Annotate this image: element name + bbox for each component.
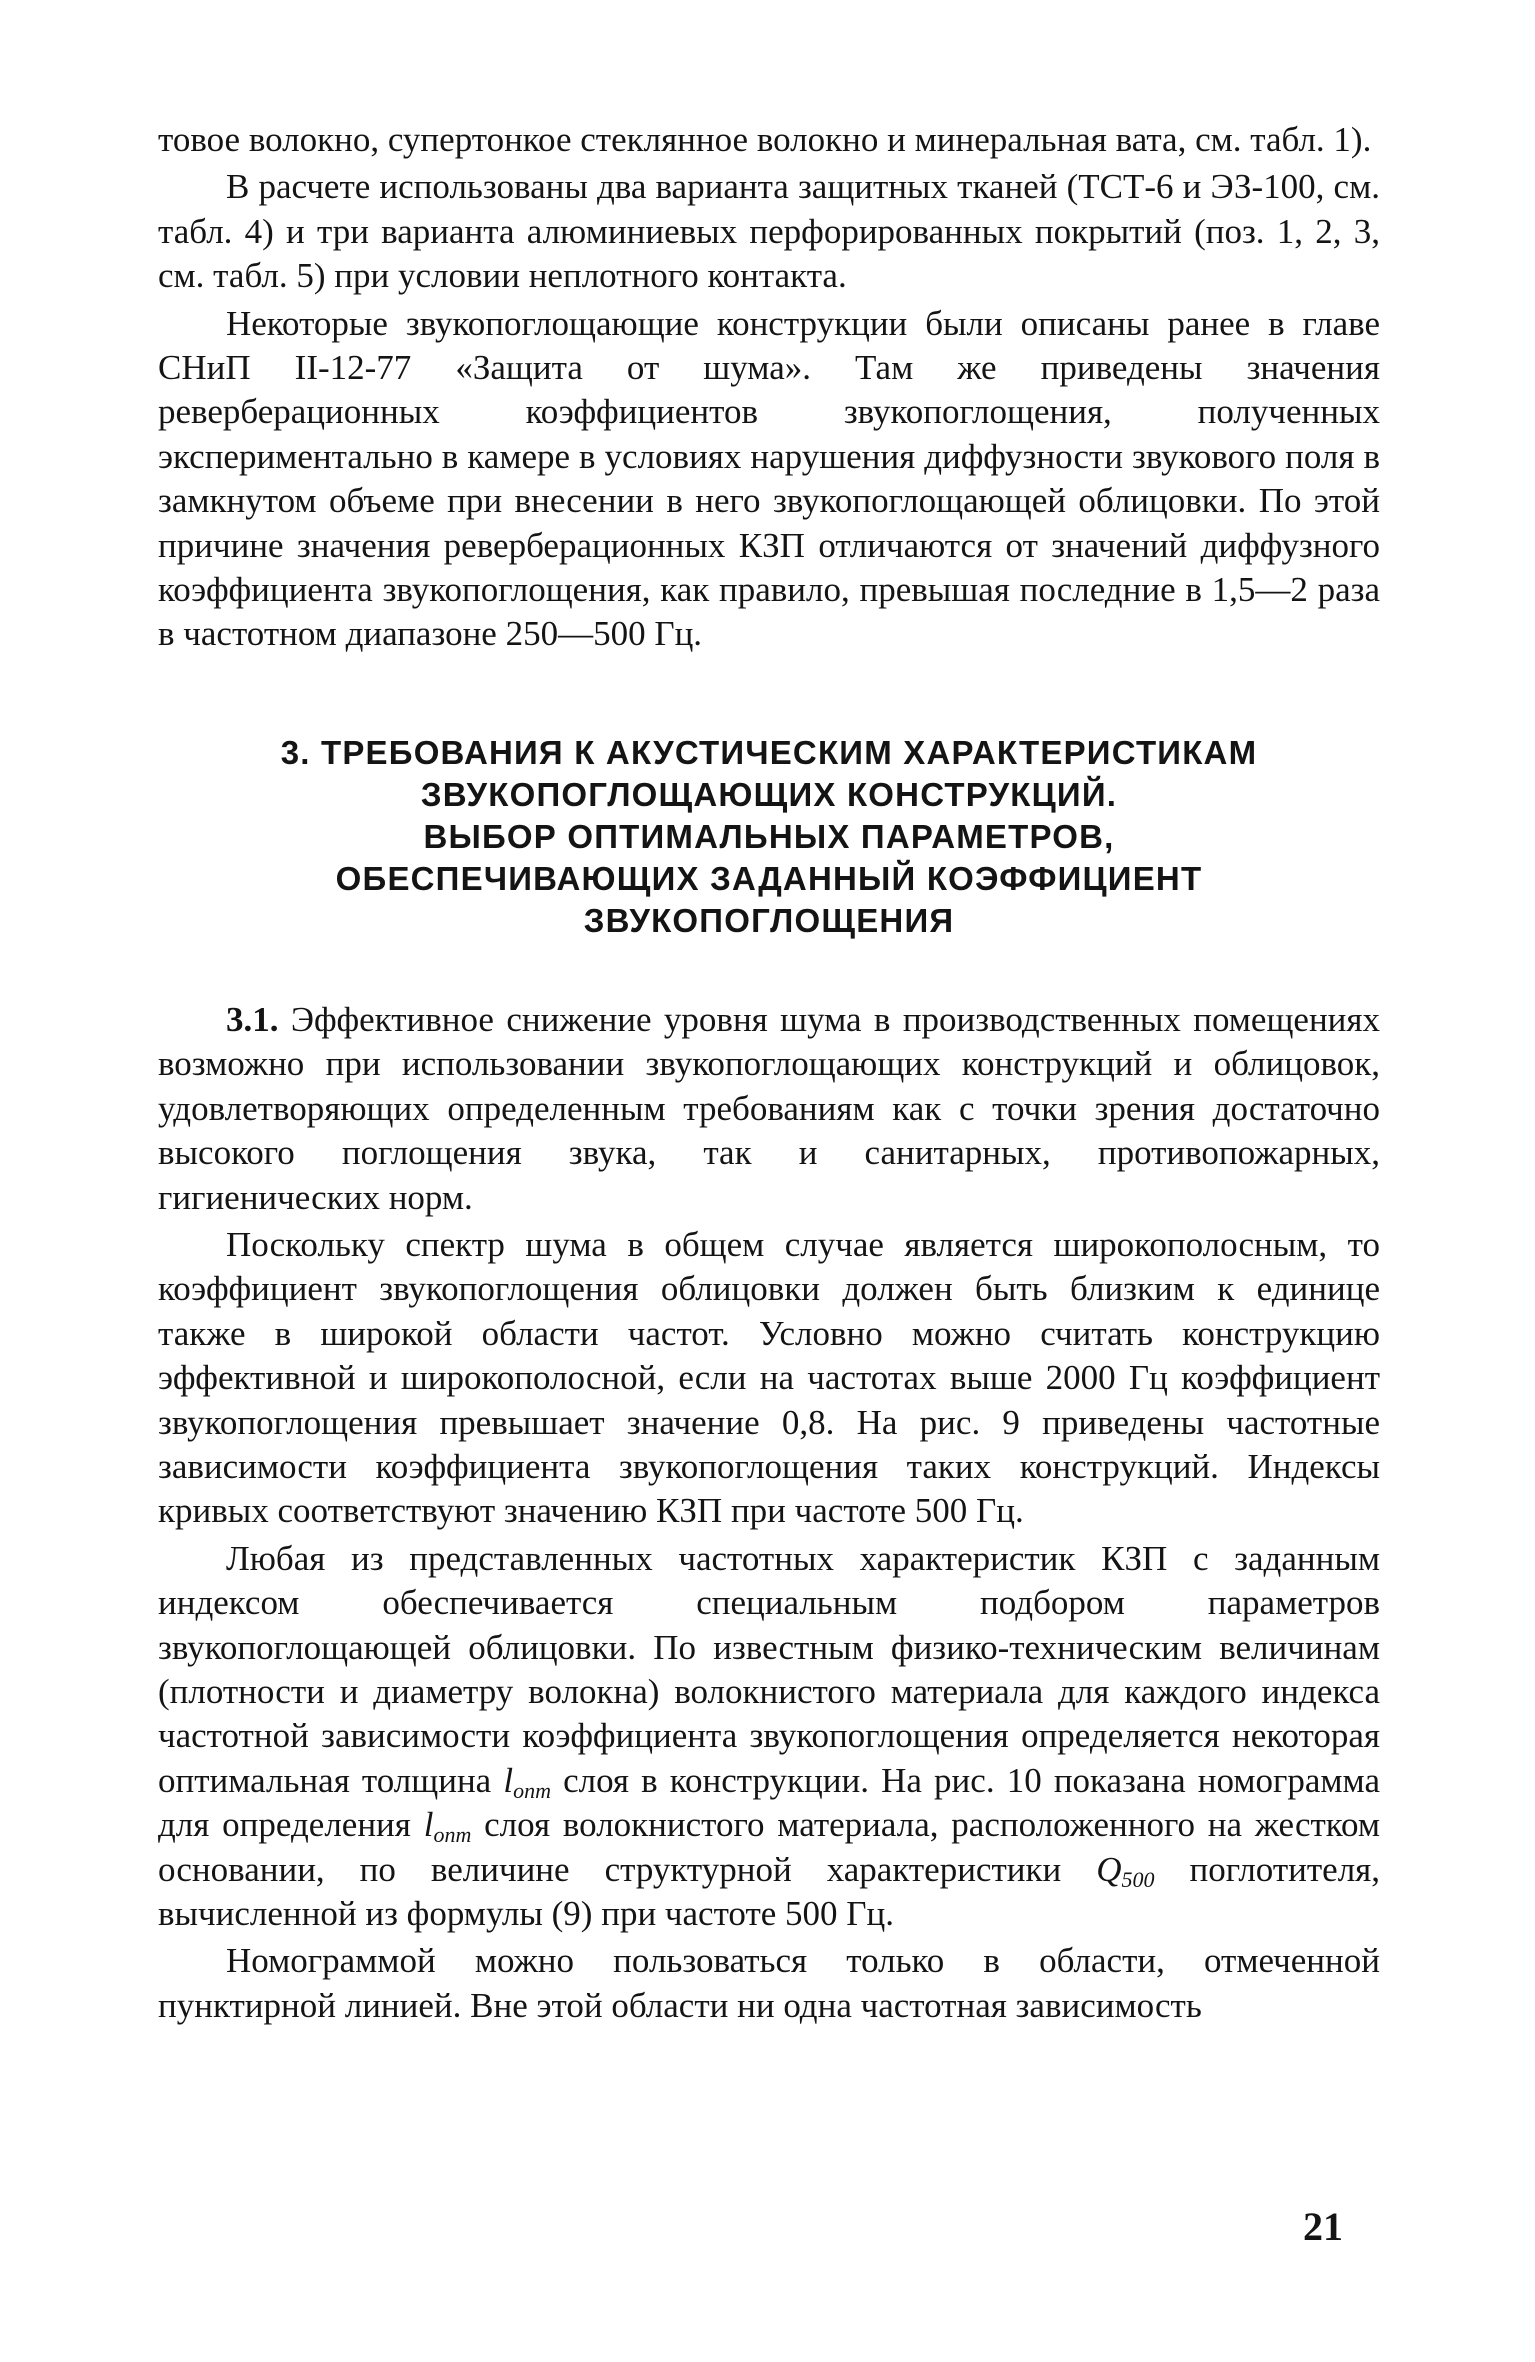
section-heading-line: ЗВУКОПОГЛОЩЕНИЯ — [583, 901, 955, 939]
paragraph-optimal-thickness — [158, 1537, 1380, 1937]
symbol-q-500 — [1096, 1849, 1155, 1892]
section-heading-line: ЗВУКОПОГЛОЩАЮЩИХ КОНСТРУКЦИЙ. — [420, 775, 1118, 813]
paragraph-number: 3.1. — [226, 999, 279, 1039]
symbol-subscript: 500 — [1121, 1866, 1155, 1892]
paragraph-snip-reference: Некоторые звукопоглощающие конструкции были описаны ранее в главе СНиП II-12-77 «Защита от шума». Там же приведены значения реверберационных коэффициентов звукопоглощения, полученных экспериментально в камере в условиях нарушения диффузности звукового поля в замкнутом объеме при внесении в него звукопоглощающей облицовки. По этой причине значения реверберационных КЗП отличаются от значений диффузного коэффициента звукопоглощения, как правило, превышая последние в 1,5—2 раза в частотном диапазоне 250—500 Гц. — [158, 303, 1380, 654]
page-content — [158, 118, 1380, 2028]
symbol-l-opt — [503, 1760, 551, 1803]
symbol-letter: l — [503, 1760, 514, 1800]
section-heading-line: ВЫБОР ОПТИМАЛЬНЫХ ПАРАМЕТРОВ, — [423, 817, 1115, 855]
symbol-l-opt — [423, 1805, 472, 1848]
paragraph-3-1 — [158, 998, 1380, 1220]
text-fragment: слоя волокнистого материала, расположенного на жестком основании, по величине структурной характеристики — [158, 1805, 1380, 1889]
text-fragment: Любая из представленных частотных характеристик КЗП с заданным индексом обеспечивается специальным подбором параметров звукопоглощающей облицовки. По известным физико-техническим величинам (плотности и диаметру волокна) волокнистого материала для каждого индекса частотной зависимости коэффициента звукопоглощения определяется некоторая оптимальная толщина — [158, 1538, 1380, 1800]
symbol-subscript: опт — [433, 1822, 472, 1848]
page-number: 21 — [1303, 2204, 1343, 2249]
section-heading-line: ОБЕСПЕЧИВАЮЩИХ ЗАДАННЫЙ КОЭФФИЦИЕНТ — [335, 859, 1203, 897]
symbol-letter: Q — [1096, 1849, 1122, 1889]
paragraph-calculation-variants: В расчете использованы два варианта защитных тканей (ТСТ-6 и ЭЗ-100, см. табл. 4) и три варианта алюминиевых перфорированных покрытий (поз. 1, 2, 3, см. табл. 5) при условии неплотного контакта. — [158, 167, 1380, 296]
text-fragment: поглотителя, вычисленной из формулы (9) при частоте 500 Гц. — [158, 1849, 1381, 1933]
section-heading-line: 3. ТРЕБОВАНИЯ К АКУСТИЧЕСКИМ ХАРАКТЕРИСТИКАМ — [280, 733, 1258, 771]
paragraph-broadband-noise: Поскольку спектр шума в общем случае является широкополосным, то коэффициент звукопоглощения облицовки должен быть близким к единице также в широкой области частот. Условно можно считать конструкцию эффективной и широкополосной, если на частотах выше 2000 Гц коэффициент звукопоглощения превышает значение 0,8. На рис. 9 приведены частотные зависимости коэффициента звукопоглощения таких конструкций. Индексы кривых соответствуют значению КЗП при частоте 500 Гц. — [158, 1224, 1380, 1531]
paragraph-nomogram-usage: Номограммой можно пользоваться только в области, отмеченной пунктирной линией. Вне этой области ни одна частотная зависимость — [158, 1941, 1380, 2025]
section-heading — [158, 732, 1380, 942]
paragraph-3-1-text: Эффективное снижение уровня шума в производственных помещениях возможно при использовании звукопоглощающих конструкций и облицовок, удовлетворяющих определенным требованиям как с точки зрения достаточно высокого поглощения звука, так и санитарных, противопожарных, гигиенических норм. — [158, 999, 1381, 1217]
paragraph-continuation: товое волокно, супертонкое стеклянное волокно и минеральная вата, см. табл. 1). — [158, 120, 1372, 159]
symbol-subscript: опт — [513, 1777, 551, 1803]
symbol-letter: l — [423, 1805, 434, 1845]
text-fragment: слоя в конструкции. На рис. 10 показана номограмма для определения — [158, 1760, 1380, 1845]
